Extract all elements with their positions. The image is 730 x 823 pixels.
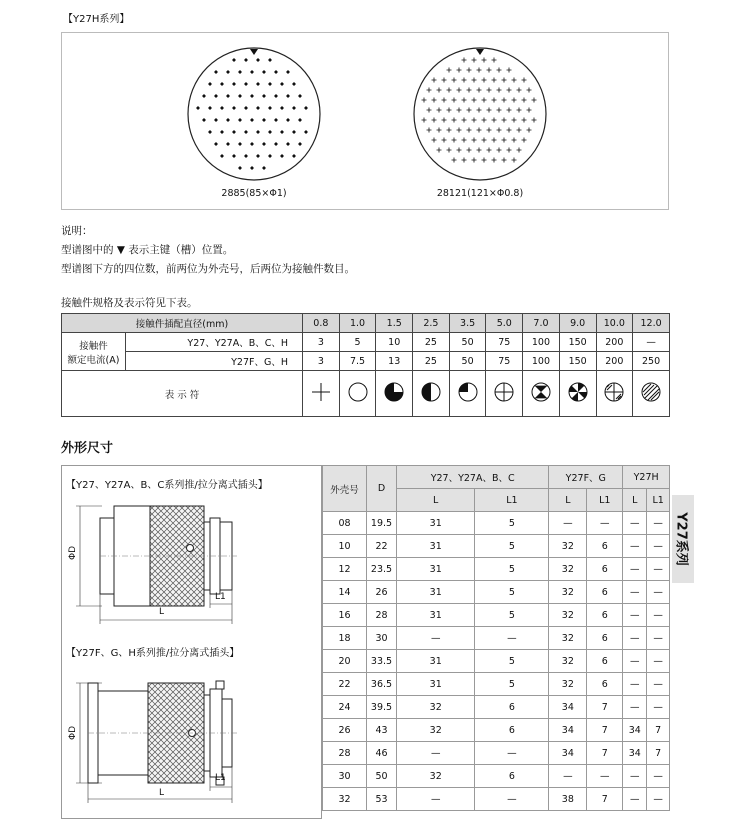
current-cell: 75 xyxy=(486,333,523,352)
dim-cell: — xyxy=(647,581,670,604)
sub-header: L1 xyxy=(647,489,670,512)
dim-cell: 38 xyxy=(549,788,587,811)
current-cell: 25 xyxy=(413,333,450,352)
dimension-row xyxy=(323,788,670,811)
pin-layout-2885-caption: 2885(85×Φ1) xyxy=(221,188,287,199)
dim-cell: 6 xyxy=(587,650,623,673)
dimension-row xyxy=(323,581,670,604)
fig2-d-label: ΦD xyxy=(68,725,79,741)
symbol-cell xyxy=(596,371,633,417)
dim-cell: 31 xyxy=(397,558,475,581)
shell-size-cell: 30 xyxy=(323,765,367,788)
current-label-line-2: 额定电流(A) xyxy=(67,354,120,366)
group-header: Y27H xyxy=(623,466,670,489)
dim-cell: 32 xyxy=(549,627,587,650)
notes-line-1-rest: 表示主键（槽）位置。 xyxy=(128,244,234,256)
dim-cell: 5 xyxy=(475,604,549,627)
dim-cell: 32 xyxy=(397,765,475,788)
diameter-cell: 10.0 xyxy=(596,314,633,333)
three-quarter-circle-symbol-icon xyxy=(383,381,405,403)
fig2-l-label: L xyxy=(159,788,165,798)
dim-cell: 34 xyxy=(549,742,587,765)
dim-cell: 31 xyxy=(397,535,475,558)
current-cell: 200 xyxy=(596,333,633,352)
current-cell: 10 xyxy=(376,333,413,352)
connector-drawing-2 xyxy=(62,671,321,816)
current-cell: 13 xyxy=(376,352,413,371)
dim-cell: — xyxy=(647,512,670,535)
diameter-cell: 7.0 xyxy=(523,314,560,333)
connector-drawing-panel xyxy=(61,465,322,819)
dim-cell: 6 xyxy=(475,696,549,719)
dim-cell: — xyxy=(647,765,670,788)
current-cell: 250 xyxy=(633,352,670,371)
sub-header: L xyxy=(397,489,475,512)
dim-cell: 7 xyxy=(587,719,623,742)
sub-header: L xyxy=(549,489,587,512)
symbol-cell xyxy=(413,371,450,417)
empty-circle-symbol-icon xyxy=(347,381,369,403)
pin-layout-28121 xyxy=(410,44,550,184)
dim-cell: 6 xyxy=(587,673,623,696)
current-label xyxy=(62,333,126,371)
side-tab-label: Y27系列 xyxy=(673,512,689,566)
current-cell: 200 xyxy=(596,352,633,371)
dim-cell: — xyxy=(623,535,647,558)
dim-cell: 32 xyxy=(397,696,475,719)
diameter-cell: 2.5 xyxy=(413,314,450,333)
dim-cell: — xyxy=(647,650,670,673)
dim-cell: 6 xyxy=(587,581,623,604)
dimension-row xyxy=(323,650,670,673)
notes-line-2: 型谱图下方的四位数，前两位为外壳号，后两位为接触件数目。 xyxy=(61,263,355,275)
dim-cell: 6 xyxy=(475,719,549,742)
shell-size-cell: 28 xyxy=(323,742,367,765)
diameter-cell: 3.5 xyxy=(449,314,486,333)
dim-cell: 7 xyxy=(587,696,623,719)
current-cell: 50 xyxy=(449,333,486,352)
dimensions-heading: 外形尺寸 xyxy=(61,441,114,456)
current-cell: 7.5 xyxy=(339,352,376,371)
dim-cell: 31 xyxy=(397,512,475,535)
pin-layout-28121-caption: 28121(121×Φ0.8) xyxy=(436,188,524,199)
d-cell: 30 xyxy=(367,627,397,650)
dim-cell: — xyxy=(623,650,647,673)
dim-cell: 34 xyxy=(623,719,647,742)
notes xyxy=(61,222,355,279)
group-header: Y27F、G xyxy=(549,466,623,489)
spec-diameter-row xyxy=(62,314,670,333)
dim-cell: 5 xyxy=(475,581,549,604)
d-cell: 39.5 xyxy=(367,696,397,719)
half-circle-symbol-icon xyxy=(420,381,442,403)
dim-cell: 6 xyxy=(587,535,623,558)
d-cell: 19.5 xyxy=(367,512,397,535)
series-cell: Y27、Y27A、B、C、H xyxy=(126,333,303,352)
dimension-header-row xyxy=(323,466,670,489)
spec-current-row xyxy=(62,333,670,352)
dim-cell: 34 xyxy=(549,719,587,742)
spec-heading: 接触件规格及表示符见下表。 xyxy=(61,297,198,309)
dim-cell: 5 xyxy=(475,673,549,696)
dim-cell: 5 xyxy=(475,650,549,673)
d-cell: 23.5 xyxy=(367,558,397,581)
contact-spec-table xyxy=(61,313,670,417)
sub-header: L1 xyxy=(587,489,623,512)
diameter-cell: 1.5 xyxy=(376,314,413,333)
dimension-row xyxy=(323,673,670,696)
dim-cell: — xyxy=(623,604,647,627)
dim-cell: 6 xyxy=(475,765,549,788)
dim-cell: — xyxy=(623,696,647,719)
symbol-cell xyxy=(523,371,560,417)
current-cell: 50 xyxy=(449,352,486,371)
dimension-row xyxy=(323,765,670,788)
dim-cell: 6 xyxy=(587,604,623,627)
plus-symbol-icon xyxy=(310,381,332,403)
pin-layout-2885 xyxy=(184,44,324,184)
dim-cell: 32 xyxy=(549,673,587,696)
dim-cell: — xyxy=(397,742,475,765)
dim-cell: 34 xyxy=(623,742,647,765)
dim-cell: 32 xyxy=(549,581,587,604)
shell-size-cell: 24 xyxy=(323,696,367,719)
current-cell: 3 xyxy=(303,333,340,352)
d-cell: 22 xyxy=(367,535,397,558)
dim-cell: — xyxy=(623,788,647,811)
dimension-row xyxy=(323,742,670,765)
symbol-cell xyxy=(339,371,376,417)
dimension-rows xyxy=(323,512,670,811)
diameter-label: 接触件插配直径(mm) xyxy=(62,314,303,333)
connector-drawing-1 xyxy=(62,496,321,636)
dimension-row xyxy=(323,512,670,535)
shell-size-cell: 20 xyxy=(323,650,367,673)
shell-size-cell: 22 xyxy=(323,673,367,696)
symbol-cell xyxy=(486,371,523,417)
dim-cell: — xyxy=(549,512,587,535)
dim-cell: 7 xyxy=(587,788,623,811)
quadrant-hatch-circle-symbol-icon xyxy=(603,381,625,403)
fig2-title: 【Y27F、G、H系列推/拉分离式插头】 xyxy=(66,648,240,659)
shell-size-header: 外壳号 xyxy=(323,466,367,512)
crossed-circle-symbol-icon xyxy=(493,381,515,403)
spec-symbol-row xyxy=(62,371,670,417)
dim-cell: — xyxy=(647,535,670,558)
dim-cell: 6 xyxy=(587,558,623,581)
current-cell: 100 xyxy=(523,333,560,352)
d-cell: 53 xyxy=(367,788,397,811)
d-cell: 26 xyxy=(367,581,397,604)
shell-size-cell: 12 xyxy=(323,558,367,581)
dimension-row xyxy=(323,558,670,581)
dim-cell: — xyxy=(647,558,670,581)
notes-line-1-text: 型谱图中的 xyxy=(61,244,114,256)
dim-cell: — xyxy=(475,627,549,650)
current-cell: 150 xyxy=(559,352,596,371)
d-cell: 50 xyxy=(367,765,397,788)
symbol-label: 表 示 符 xyxy=(62,371,303,417)
dim-cell: — xyxy=(623,558,647,581)
dim-cell: — xyxy=(647,627,670,650)
dim-cell: — xyxy=(623,581,647,604)
symbol-cell xyxy=(449,371,486,417)
notes-line-1 xyxy=(61,241,355,260)
dim-cell: 5 xyxy=(475,558,549,581)
notes-title: 说明： xyxy=(61,225,93,237)
key-triangle-icon: ▼ xyxy=(116,244,125,256)
sub-header: L1 xyxy=(475,489,549,512)
dim-cell: — xyxy=(475,788,549,811)
dim-cell: — xyxy=(647,788,670,811)
dim-cell: — xyxy=(475,742,549,765)
dimension-table xyxy=(322,465,670,811)
dim-cell: 31 xyxy=(397,673,475,696)
diameter-cell: 0.8 xyxy=(303,314,340,333)
symbol-cell xyxy=(376,371,413,417)
quarter-circle-symbol-icon xyxy=(457,381,479,403)
diameter-cell: 1.0 xyxy=(339,314,376,333)
dim-cell: 7 xyxy=(647,719,670,742)
dim-cell: — xyxy=(647,673,670,696)
hatched-circle-symbol-icon xyxy=(640,381,662,403)
shell-size-cell: 32 xyxy=(323,788,367,811)
current-cell: — xyxy=(633,333,670,352)
dim-cell: — xyxy=(587,765,623,788)
side-tab xyxy=(672,495,694,583)
current-cell: 3 xyxy=(303,352,340,371)
dim-cell: 31 xyxy=(397,604,475,627)
dim-cell: 6 xyxy=(587,627,623,650)
dim-cell: 32 xyxy=(549,650,587,673)
current-cell: 5 xyxy=(339,333,376,352)
fig1-l1-label: L1 xyxy=(215,592,226,602)
sub-header: L xyxy=(623,489,647,512)
dim-cell: 32 xyxy=(549,604,587,627)
dim-cell: — xyxy=(397,627,475,650)
shell-size-cell: 16 xyxy=(323,604,367,627)
dim-cell: 31 xyxy=(397,581,475,604)
fig2-l1-label: L1 xyxy=(215,773,226,783)
dim-cell: — xyxy=(647,696,670,719)
symbol-cell xyxy=(633,371,670,417)
dim-cell: 32 xyxy=(397,719,475,742)
d-cell: 36.5 xyxy=(367,673,397,696)
current-cell: 25 xyxy=(413,352,450,371)
pin-layout-panel xyxy=(61,32,669,210)
hourglass-circle-symbol-icon xyxy=(530,381,552,403)
eight-sector-circle-symbol-icon xyxy=(567,381,589,403)
current-cell: 150 xyxy=(559,333,596,352)
dim-cell: 34 xyxy=(549,696,587,719)
dim-cell: — xyxy=(623,765,647,788)
symbol-cell xyxy=(559,371,596,417)
dimension-row xyxy=(323,535,670,558)
group-header: Y27、Y27A、B、C xyxy=(397,466,549,489)
d-header: D xyxy=(367,466,397,512)
fig1-l-label: L xyxy=(159,607,165,617)
dimension-row xyxy=(323,696,670,719)
fig1-d-label: ΦD xyxy=(68,545,79,561)
fig1-title: 【Y27、Y27A、B、C系列推/拉分离式插头】 xyxy=(66,480,268,491)
dim-cell: — xyxy=(397,788,475,811)
diameter-cell: 9.0 xyxy=(559,314,596,333)
dimension-row xyxy=(323,604,670,627)
dim-cell: 32 xyxy=(549,558,587,581)
dim-cell: 7 xyxy=(587,742,623,765)
series-cell: Y27F、G、H xyxy=(126,352,303,371)
symbol-cell xyxy=(303,371,340,417)
dim-cell: 31 xyxy=(397,650,475,673)
dim-cell: — xyxy=(587,512,623,535)
dim-cell: — xyxy=(623,673,647,696)
dim-cell: — xyxy=(623,512,647,535)
d-cell: 43 xyxy=(367,719,397,742)
dimension-row xyxy=(323,627,670,650)
dim-cell: — xyxy=(623,627,647,650)
dim-cell: 32 xyxy=(549,535,587,558)
shell-size-cell: 08 xyxy=(323,512,367,535)
d-cell: 33.5 xyxy=(367,650,397,673)
shell-size-cell: 10 xyxy=(323,535,367,558)
shell-size-cell: 26 xyxy=(323,719,367,742)
current-label-line-1: 接触件 xyxy=(79,340,108,352)
diameter-cell: 5.0 xyxy=(486,314,523,333)
diameter-cell: 12.0 xyxy=(633,314,670,333)
spec-current-row xyxy=(62,352,670,371)
d-cell: 46 xyxy=(367,742,397,765)
dim-cell: 5 xyxy=(475,535,549,558)
current-cell: 100 xyxy=(523,352,560,371)
dim-cell: 5 xyxy=(475,512,549,535)
shell-size-cell: 14 xyxy=(323,581,367,604)
dim-cell: — xyxy=(549,765,587,788)
dim-cell: 7 xyxy=(647,742,670,765)
dimension-row xyxy=(323,719,670,742)
current-cell: 75 xyxy=(486,352,523,371)
dim-cell: — xyxy=(647,604,670,627)
d-cell: 28 xyxy=(367,604,397,627)
series-title: 【Y27H系列】 xyxy=(63,14,130,25)
shell-size-cell: 18 xyxy=(323,627,367,650)
